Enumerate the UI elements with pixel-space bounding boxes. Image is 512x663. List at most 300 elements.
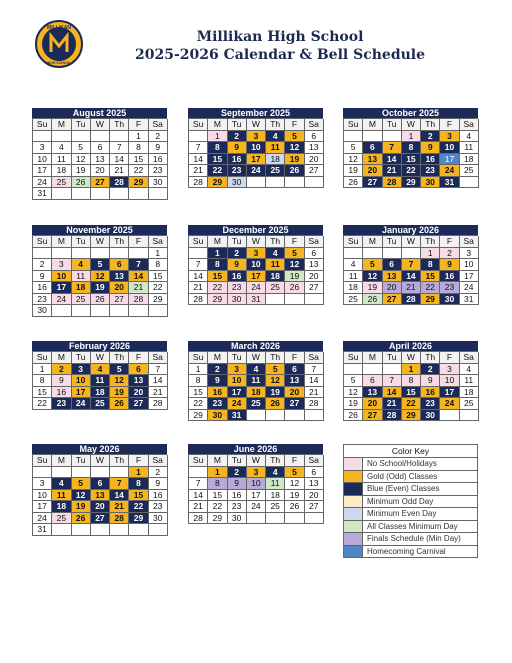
- day-cell: 1: [189, 364, 208, 376]
- day-cell: 2: [52, 364, 71, 376]
- month-grid: [343, 351, 478, 421]
- color-key-row: [344, 496, 477, 509]
- day-cell: 12: [110, 375, 129, 387]
- color-key-row: [344, 546, 477, 558]
- school-name: Millikan High School: [196, 29, 364, 45]
- day-cell: 30: [421, 177, 440, 189]
- day-cell: 19: [344, 165, 363, 177]
- day-cell: 27: [91, 513, 110, 525]
- month-title: May 2026: [32, 444, 167, 454]
- day-cell: 16: [421, 154, 440, 166]
- day-cell: 12: [344, 154, 363, 166]
- day-cell: 20: [363, 398, 382, 410]
- day-cell: 16: [440, 271, 459, 283]
- day-cell: 26: [344, 410, 363, 422]
- day-cell: 8: [129, 142, 148, 154]
- empty-cell: [129, 248, 148, 260]
- day-cell: 14: [305, 375, 324, 387]
- day-cell: 26: [91, 294, 110, 306]
- day-cell: 29: [129, 513, 148, 525]
- day-cell: 7: [110, 142, 129, 154]
- day-cell: 18: [460, 387, 479, 399]
- color-key-label: Minimum Even Day: [367, 509, 437, 518]
- day-cell: 26: [72, 177, 91, 189]
- weekday-header: F: [285, 352, 304, 364]
- empty-cell: [52, 524, 71, 536]
- day-cell: 4: [72, 259, 91, 271]
- day-cell: 27: [285, 398, 304, 410]
- day-cell: 30: [149, 177, 168, 189]
- color-key-row: [344, 483, 477, 496]
- day-cell: 13: [305, 142, 324, 154]
- color-key-label: All Classes Minimum Day: [367, 521, 458, 531]
- month-title: October 2025: [343, 108, 478, 118]
- empty-cell: [33, 131, 52, 143]
- day-cell: 2: [228, 131, 247, 143]
- day-cell: 25: [266, 501, 285, 513]
- day-cell: 23: [228, 501, 247, 513]
- month-grid: [32, 118, 167, 200]
- day-cell: 8: [402, 142, 421, 154]
- day-cell: 22: [149, 282, 168, 294]
- color-swatch: [344, 496, 363, 508]
- day-cell: 19: [363, 282, 382, 294]
- empty-cell: [266, 177, 285, 189]
- day-cell: 5: [72, 142, 91, 154]
- weekday-header: Th: [266, 455, 285, 467]
- day-cell: 1: [402, 131, 421, 143]
- day-cell: 28: [383, 177, 402, 189]
- day-cell: 6: [91, 142, 110, 154]
- weekday-header: Su: [344, 119, 363, 131]
- day-cell: 13: [305, 259, 324, 271]
- day-cell: 25: [266, 282, 285, 294]
- day-cell: 12: [285, 142, 304, 154]
- day-cell: 13: [363, 387, 382, 399]
- empty-cell: [189, 131, 208, 143]
- empty-cell: [91, 524, 110, 536]
- day-cell: 11: [247, 375, 266, 387]
- empty-cell: [149, 188, 168, 200]
- day-cell: 11: [52, 490, 71, 502]
- empty-cell: [52, 305, 71, 317]
- day-cell: 6: [305, 131, 324, 143]
- day-cell: 4: [266, 131, 285, 143]
- day-cell: 8: [208, 259, 227, 271]
- day-cell: 12: [285, 259, 304, 271]
- weekday-header: Sa: [149, 119, 168, 131]
- day-cell: 22: [208, 501, 227, 513]
- day-cell: 14: [383, 387, 402, 399]
- day-cell: 10: [440, 142, 459, 154]
- day-cell: 28: [305, 398, 324, 410]
- day-cell: 1: [149, 248, 168, 260]
- day-cell: 3: [440, 364, 459, 376]
- month-calendar: [343, 341, 478, 421]
- day-cell: 12: [363, 271, 382, 283]
- day-cell: 15: [33, 387, 52, 399]
- day-cell: 17: [33, 501, 52, 513]
- weekday-header: M: [208, 236, 227, 248]
- empty-cell: [266, 294, 285, 306]
- day-cell: 28: [189, 513, 208, 525]
- empty-cell: [344, 131, 363, 143]
- day-cell: 22: [33, 398, 52, 410]
- day-cell: 23: [228, 165, 247, 177]
- month-title: December 2025: [188, 225, 323, 235]
- empty-cell: [52, 467, 71, 479]
- weekday-header: Tu: [72, 455, 91, 467]
- day-cell: 29: [402, 177, 421, 189]
- day-cell: 12: [344, 387, 363, 399]
- weekday-header: Sa: [305, 119, 324, 131]
- day-cell: 10: [247, 142, 266, 154]
- day-cell: 6: [129, 364, 148, 376]
- day-cell: 25: [72, 294, 91, 306]
- empty-cell: [72, 131, 91, 143]
- day-cell: 25: [344, 294, 363, 306]
- day-cell: 10: [228, 375, 247, 387]
- day-cell: 16: [421, 387, 440, 399]
- month-grid: [188, 118, 323, 188]
- color-swatch: [344, 521, 363, 533]
- empty-cell: [149, 524, 168, 536]
- day-cell: 6: [285, 364, 304, 376]
- day-cell: 18: [52, 165, 71, 177]
- day-cell: 9: [440, 259, 459, 271]
- day-cell: 22: [208, 165, 227, 177]
- weekday-header: Th: [110, 352, 129, 364]
- day-cell: 5: [344, 375, 363, 387]
- day-cell: 14: [402, 271, 421, 283]
- month-grid: [343, 235, 478, 305]
- month-title: February 2026: [32, 341, 167, 351]
- day-cell: 15: [189, 387, 208, 399]
- day-cell: 5: [72, 478, 91, 490]
- month-title: January 2026: [343, 225, 478, 235]
- day-cell: 6: [110, 259, 129, 271]
- day-cell: 21: [149, 387, 168, 399]
- weekday-header: Su: [344, 352, 363, 364]
- weekday-header: Su: [189, 455, 208, 467]
- weekday-header: Th: [110, 119, 129, 131]
- month-grid: [188, 454, 323, 524]
- day-cell: 2: [228, 248, 247, 260]
- day-cell: 31: [33, 524, 52, 536]
- weekday-header: F: [129, 455, 148, 467]
- empty-cell: [383, 131, 402, 143]
- empty-cell: [72, 524, 91, 536]
- color-key-label: Minimum Odd Day: [367, 496, 434, 506]
- day-cell: 17: [247, 490, 266, 502]
- empty-cell: [72, 248, 91, 260]
- day-cell: 3: [72, 364, 91, 376]
- day-cell: 22: [129, 501, 148, 513]
- empty-cell: [72, 188, 91, 200]
- day-cell: 20: [305, 271, 324, 283]
- day-cell: 2: [440, 248, 459, 260]
- month-calendar: [32, 225, 167, 317]
- day-cell: 23: [440, 282, 459, 294]
- weekday-header: M: [52, 455, 71, 467]
- month-title: April 2026: [343, 341, 478, 351]
- month-calendar: [188, 225, 323, 305]
- day-cell: 30: [208, 410, 227, 422]
- color-key-title: Color Key: [344, 445, 477, 458]
- day-cell: 27: [363, 177, 382, 189]
- day-cell: 18: [266, 154, 285, 166]
- day-cell: 20: [110, 282, 129, 294]
- day-cell: 20: [129, 387, 148, 399]
- weekday-header: Su: [33, 352, 52, 364]
- month-calendar: [188, 108, 323, 188]
- day-cell: 5: [344, 142, 363, 154]
- day-cell: 13: [363, 154, 382, 166]
- day-cell: 28: [189, 177, 208, 189]
- day-cell: 26: [285, 501, 304, 513]
- empty-cell: [440, 410, 459, 422]
- weekday-header: Su: [33, 455, 52, 467]
- day-cell: 8: [208, 478, 227, 490]
- day-cell: 29: [208, 513, 227, 525]
- empty-cell: [305, 294, 324, 306]
- day-cell: 1: [421, 248, 440, 260]
- day-cell: 5: [285, 467, 304, 479]
- day-cell: 10: [52, 271, 71, 283]
- day-cell: 23: [421, 165, 440, 177]
- day-cell: 18: [247, 387, 266, 399]
- weekday-header: F: [440, 352, 459, 364]
- day-cell: 4: [344, 259, 363, 271]
- day-cell: 17: [247, 271, 266, 283]
- day-cell: 5: [110, 364, 129, 376]
- empty-cell: [285, 177, 304, 189]
- empty-cell: [110, 305, 129, 317]
- weekday-header: Tu: [383, 352, 402, 364]
- day-cell: 17: [72, 387, 91, 399]
- day-cell: 15: [402, 387, 421, 399]
- day-cell: 2: [33, 259, 52, 271]
- day-cell: 8: [208, 142, 227, 154]
- day-cell: 21: [110, 165, 129, 177]
- day-cell: 1: [402, 364, 421, 376]
- day-cell: 24: [72, 398, 91, 410]
- day-cell: 25: [52, 513, 71, 525]
- day-cell: 28: [149, 398, 168, 410]
- day-cell: 19: [72, 165, 91, 177]
- weekday-header: F: [285, 455, 304, 467]
- weekday-header: W: [91, 352, 110, 364]
- day-cell: 26: [72, 513, 91, 525]
- day-cell: 7: [129, 259, 148, 271]
- day-cell: 15: [129, 490, 148, 502]
- day-cell: 23: [52, 398, 71, 410]
- day-cell: 11: [266, 478, 285, 490]
- month-calendar: [32, 341, 167, 410]
- empty-cell: [266, 410, 285, 422]
- weekday-header: M: [208, 352, 227, 364]
- day-cell: 28: [110, 177, 129, 189]
- color-key-row: [344, 521, 477, 534]
- day-cell: 19: [285, 154, 304, 166]
- logo-text: MILLIKAN: [47, 25, 71, 31]
- day-cell: 14: [189, 154, 208, 166]
- day-cell: 23: [421, 398, 440, 410]
- weekday-header: F: [440, 236, 459, 248]
- day-cell: 19: [72, 501, 91, 513]
- day-cell: 15: [208, 154, 227, 166]
- weekday-header: Tu: [383, 236, 402, 248]
- day-cell: 24: [247, 501, 266, 513]
- day-cell: 20: [383, 282, 402, 294]
- month-grid: [188, 235, 323, 305]
- day-cell: 8: [149, 259, 168, 271]
- day-cell: 16: [149, 154, 168, 166]
- weekday-header: F: [285, 236, 304, 248]
- day-cell: 26: [285, 282, 304, 294]
- day-cell: 9: [208, 375, 227, 387]
- day-cell: 4: [266, 248, 285, 260]
- month-title: September 2025: [188, 108, 323, 118]
- color-key-label: Homecoming Carnival: [367, 546, 446, 556]
- day-cell: 28: [383, 410, 402, 422]
- day-cell: 9: [421, 375, 440, 387]
- color-key-row: [344, 458, 477, 471]
- weekday-header: Tu: [228, 119, 247, 131]
- day-cell: 24: [247, 282, 266, 294]
- day-cell: 11: [266, 142, 285, 154]
- day-cell: 11: [460, 375, 479, 387]
- day-cell: 24: [440, 398, 459, 410]
- weekday-header: Sa: [149, 455, 168, 467]
- day-cell: 28: [110, 513, 129, 525]
- weekday-header: Sa: [149, 352, 168, 364]
- month-grid: [32, 235, 167, 317]
- calendar-subtitle: 2025-2026 Calendar & Bell Schedule: [134, 47, 426, 63]
- color-key-row: [344, 471, 477, 484]
- day-cell: 14: [383, 154, 402, 166]
- weekday-header: Th: [421, 352, 440, 364]
- page-title: [100, 28, 460, 64]
- day-cell: 25: [460, 165, 479, 177]
- day-cell: 2: [228, 467, 247, 479]
- day-cell: 15: [402, 154, 421, 166]
- day-cell: 27: [363, 410, 382, 422]
- day-cell: 31: [247, 294, 266, 306]
- day-cell: 30: [149, 513, 168, 525]
- day-cell: 10: [33, 154, 52, 166]
- empty-cell: [91, 248, 110, 260]
- weekday-header: Su: [33, 236, 52, 248]
- month-calendar: [32, 108, 167, 200]
- day-cell: 30: [33, 305, 52, 317]
- day-cell: 27: [305, 282, 324, 294]
- color-key: [343, 444, 478, 558]
- day-cell: 3: [33, 478, 52, 490]
- day-cell: 10: [72, 375, 91, 387]
- day-cell: 29: [402, 410, 421, 422]
- school-logo: [35, 20, 83, 68]
- day-cell: 3: [247, 131, 266, 143]
- day-cell: 3: [460, 248, 479, 260]
- day-cell: 27: [91, 177, 110, 189]
- day-cell: 2: [208, 364, 227, 376]
- day-cell: 25: [266, 165, 285, 177]
- color-swatch: [344, 471, 363, 483]
- weekday-header: Tu: [72, 236, 91, 248]
- day-cell: 29: [129, 177, 148, 189]
- weekday-header: M: [363, 352, 382, 364]
- weekday-header: Tu: [72, 352, 91, 364]
- day-cell: 26: [344, 177, 363, 189]
- day-cell: 21: [402, 282, 421, 294]
- day-cell: 1: [129, 467, 148, 479]
- month-calendar: [32, 444, 167, 536]
- empty-cell: [52, 188, 71, 200]
- day-cell: 11: [72, 271, 91, 283]
- weekday-header: F: [129, 236, 148, 248]
- day-cell: 11: [460, 142, 479, 154]
- day-cell: 11: [52, 154, 71, 166]
- color-swatch: [344, 508, 363, 520]
- day-cell: 7: [383, 375, 402, 387]
- day-cell: 14: [129, 271, 148, 283]
- day-cell: 2: [149, 467, 168, 479]
- color-key-row: [344, 508, 477, 521]
- day-cell: 9: [228, 142, 247, 154]
- day-cell: 31: [33, 188, 52, 200]
- empty-cell: [91, 305, 110, 317]
- weekday-header: W: [247, 455, 266, 467]
- day-cell: 5: [285, 131, 304, 143]
- weekday-header: Tu: [383, 119, 402, 131]
- day-cell: 6: [305, 467, 324, 479]
- day-cell: 3: [52, 259, 71, 271]
- weekday-header: Sa: [305, 236, 324, 248]
- day-cell: 8: [189, 375, 208, 387]
- day-cell: 21: [189, 282, 208, 294]
- month-title: November 2025: [32, 225, 167, 235]
- day-cell: 9: [33, 271, 52, 283]
- day-cell: 9: [228, 478, 247, 490]
- empty-cell: [247, 513, 266, 525]
- day-cell: 28: [402, 294, 421, 306]
- day-cell: 20: [305, 490, 324, 502]
- day-cell: 15: [129, 154, 148, 166]
- weekday-header: Tu: [228, 236, 247, 248]
- day-cell: 19: [266, 387, 285, 399]
- day-cell: 3: [228, 364, 247, 376]
- weekday-header: Th: [266, 119, 285, 131]
- day-cell: 28: [189, 294, 208, 306]
- day-cell: 26: [110, 398, 129, 410]
- day-cell: 22: [129, 165, 148, 177]
- day-cell: 31: [228, 410, 247, 422]
- day-cell: 5: [363, 259, 382, 271]
- day-cell: 17: [460, 271, 479, 283]
- empty-cell: [363, 248, 382, 260]
- color-key-row: [344, 533, 477, 546]
- day-cell: 31: [440, 177, 459, 189]
- empty-cell: [189, 467, 208, 479]
- day-cell: 9: [228, 259, 247, 271]
- color-key-label: No School/Holidays: [367, 459, 437, 468]
- weekday-header: F: [129, 119, 148, 131]
- empty-cell: [285, 410, 304, 422]
- day-cell: 1: [33, 364, 52, 376]
- day-cell: 31: [460, 294, 479, 306]
- day-cell: 18: [266, 490, 285, 502]
